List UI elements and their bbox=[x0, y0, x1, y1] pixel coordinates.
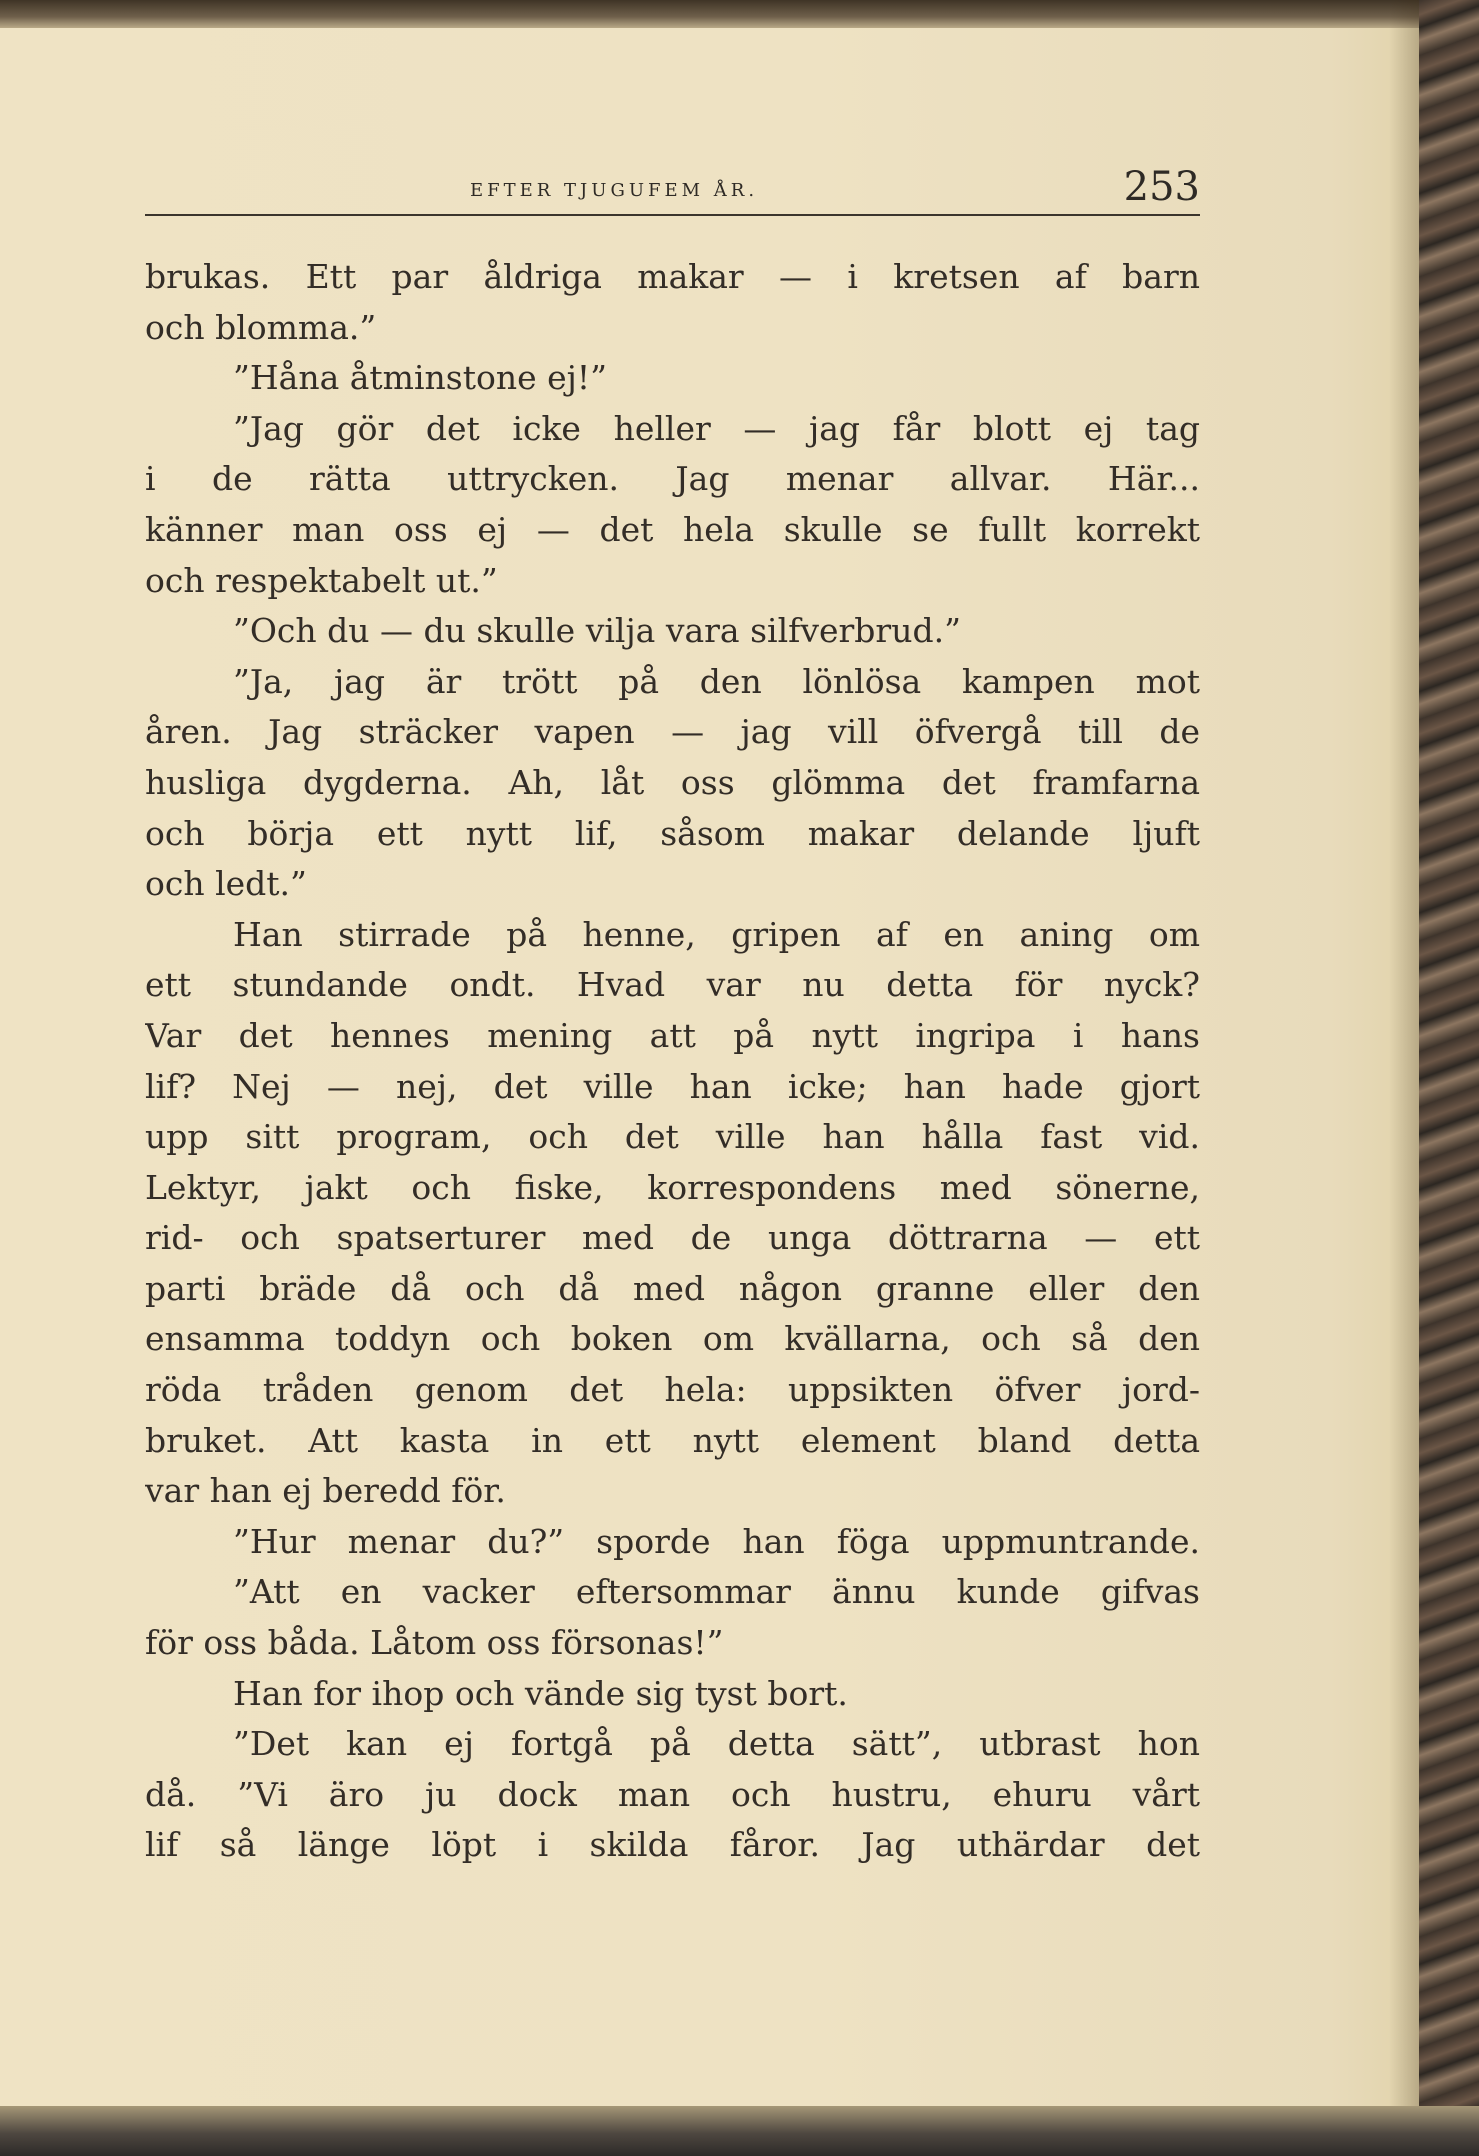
text-line: var han ej beredd för. bbox=[145, 1471, 506, 1511]
marbled-cover-edge bbox=[1419, 0, 1479, 2156]
text-line: ”Ja, jag är trött på den lönlösa kampen mot bbox=[233, 661, 1200, 701]
text-line: ”Det kan ej fortgå på detta sätt”, utbrast hon bbox=[233, 1724, 1200, 1764]
text-line: ett stundande ondt. Hvad var nu detta för nyck? bbox=[145, 965, 1200, 1005]
text-line: lif? Nej — nej, det ville han icke; han hade gjort bbox=[145, 1066, 1200, 1106]
text-line: Han stirrade på henne, gripen af en aning om bbox=[233, 914, 1200, 954]
running-head-title: EFTER TJUGUFEM ÅR. bbox=[470, 180, 759, 201]
text-line: åren. Jag sträcker vapen — jag vill öfvergå till de bbox=[145, 712, 1200, 752]
text-line: känner man oss ej — det hela skulle se fullt korrekt bbox=[145, 509, 1200, 549]
body-text bbox=[145, 252, 1200, 1871]
text-line: och ledt.” bbox=[145, 864, 307, 904]
text-line: parti bräde då och då med någon granne eller den bbox=[145, 1268, 1200, 1308]
text-line: ”Håna åtminstone ej!” bbox=[233, 358, 608, 398]
text-line: och börja ett nytt lif, såsom makar delande ljuft bbox=[145, 813, 1200, 853]
text-line: och respektabelt ut.” bbox=[145, 560, 498, 600]
running-head bbox=[145, 152, 1200, 212]
text-line: lif så länge löpt i skilda fåror. Jag uthärdar det bbox=[145, 1825, 1200, 1865]
text-line: rid- och spatserturer med de unga döttrarna — ett bbox=[145, 1218, 1200, 1258]
text-line: ”Och du — du skulle vilja vara silfverbrud.” bbox=[233, 611, 961, 651]
text-line: brukas. Ett par åldriga makar — i kretsen af barn bbox=[145, 257, 1200, 296]
text-line: för oss båda. Låtom oss försonas!” bbox=[145, 1623, 724, 1663]
page-number: 253 bbox=[1123, 164, 1200, 210]
text-line: upp sitt program, och det ville han hålla fast vid. bbox=[145, 1117, 1200, 1157]
text-line: ensamma toddyn och boken om kvällarna, och så den bbox=[145, 1319, 1200, 1359]
header-rule bbox=[145, 214, 1200, 216]
bottom-binding-edge bbox=[0, 2106, 1479, 2156]
text-line: och blomma.” bbox=[145, 307, 377, 347]
text-line: i de rätta uttrycken. Jag menar allvar. Här... bbox=[145, 459, 1200, 499]
text-line: då. ”Vi äro ju dock man och hustru, ehuru vårt bbox=[145, 1774, 1200, 1814]
page-edge-shadow bbox=[1389, 0, 1419, 2156]
text-line: Var det hennes mening att på nytt ingripa i hans bbox=[145, 1015, 1200, 1055]
text-line: ”Hur menar du?” sporde han föga uppmuntrande. bbox=[233, 1521, 1200, 1561]
text-line: bruket. Att kasta in ett nytt element bland detta bbox=[145, 1420, 1200, 1460]
text-line: husliga dygderna. Ah, låt oss glömma det framfarna bbox=[145, 762, 1200, 802]
text-line: röda tråden genom det hela: uppsikten öfver jord- bbox=[145, 1370, 1200, 1410]
text-line: ”Att en vacker eftersommar ännu kunde gifvas bbox=[233, 1572, 1200, 1612]
text-line: Lektyr, jakt och fiske, korrespondens med sönerne, bbox=[145, 1167, 1200, 1207]
text-line: ”Jag gör det icke heller — jag får blott ej tag bbox=[233, 408, 1200, 448]
text-line: Han for ihop och vände sig tyst bort. bbox=[233, 1673, 848, 1713]
